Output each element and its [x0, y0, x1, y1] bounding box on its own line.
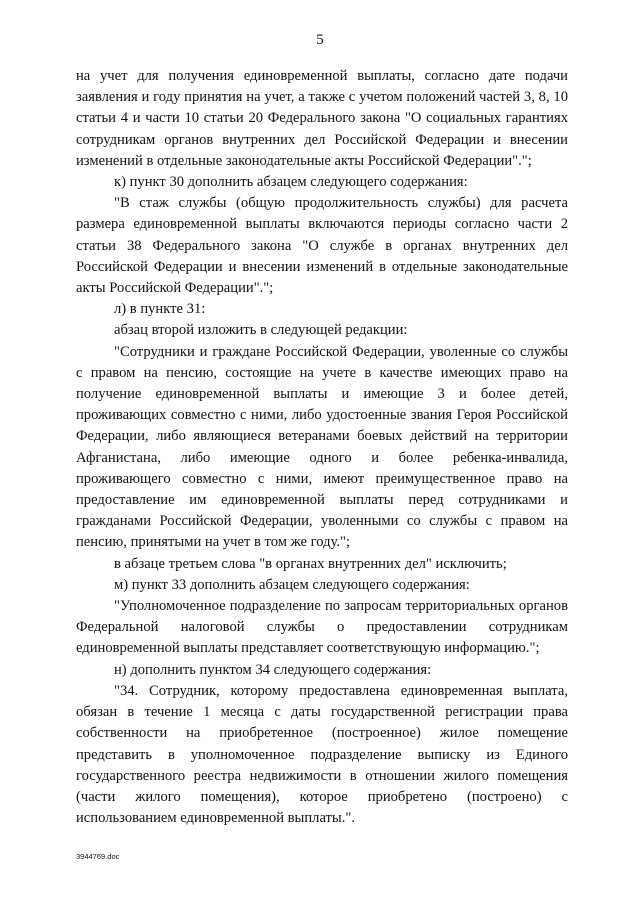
document-file-code: 3944769.doc [76, 852, 120, 861]
paragraph: к) пункт 30 дополнить абзацем следующего содержания: [114, 174, 468, 191]
paragraph: м) пункт 33 дополнить абзацем следующего содержания: [114, 576, 470, 593]
page-number: 5 [316, 32, 324, 48]
paragraph: "Уполномоченное подразделение по запросам территориальных органов Федеральной налоговой службы о предоставлении сотрудникам единовременной выплаты представляет соответствующую информацию."; [76, 598, 568, 657]
paragraph: "34. Сотрудник, которому предоставлена единовременная выплата, обязан в течение 1 месяца с даты государственной регистрации права собственности на приобретенное (построенное) жилое помещение представить в уполномоченное подразделение выписку из Единого государственного реестра недвижимости в отношении жилого помещения (части жилого помещения), которое приобретено (построено) с использованием единовременной выплаты.". [76, 682, 568, 827]
paragraph: на учет для получения единовременной выплаты, согласно дате подачи заявления и году принятия на учет, а также с учетом положений частей 3, 8, 10 статьи 4 и части 10 статьи 20 Федерального закона "О социальных гарантиях сотрудникам органов внутренних дел Российской Федерации и внесении изменений в отдельные законодательные акты Российской Федерации"."; [76, 68, 568, 169]
paragraph: абзац второй изложить в следующей редакции: [114, 322, 408, 339]
paragraph: л) в пункте 31: [114, 301, 206, 318]
paragraph: "В стаж службы (общую продолжительность службы) для расчета размера единовременной выплаты включаются периоды согласно части 2 статьи 38 Федерального закона "О службе в органах внутренних дел Российской Федерации и внесении изменений в отдельные законодательные акты Российской Федерации"."; [76, 195, 568, 297]
paragraph: н) дополнить пунктом 34 следующего содержания: [114, 661, 432, 678]
paragraph: в абзаце третьем слова "в органах внутренних дел" исключить; [114, 555, 507, 572]
document-body [76, 66, 568, 829]
paragraph: "Сотрудники и граждане Российской Федерации, уволенные со службы с правом на пенсию, состоящие на учете в качестве имеющих право на получение единовременной выплаты и имеющие 3 и более детей, проживающих совместно с ними, либо удостоенные звания Героя Российской Федерации, либо являющиеся ветеранами боевых действий на территории Афганистана, либо имеющие одного и более ребенка-инвалида, проживающего совместно с ними, имеют преимущественное право на предоставление им единовременной выплаты перед сотрудниками и гражданами Российской Федерации, уволенными со службы с правом на пенсию, принятыми на учет в том же году."; [76, 343, 568, 551]
